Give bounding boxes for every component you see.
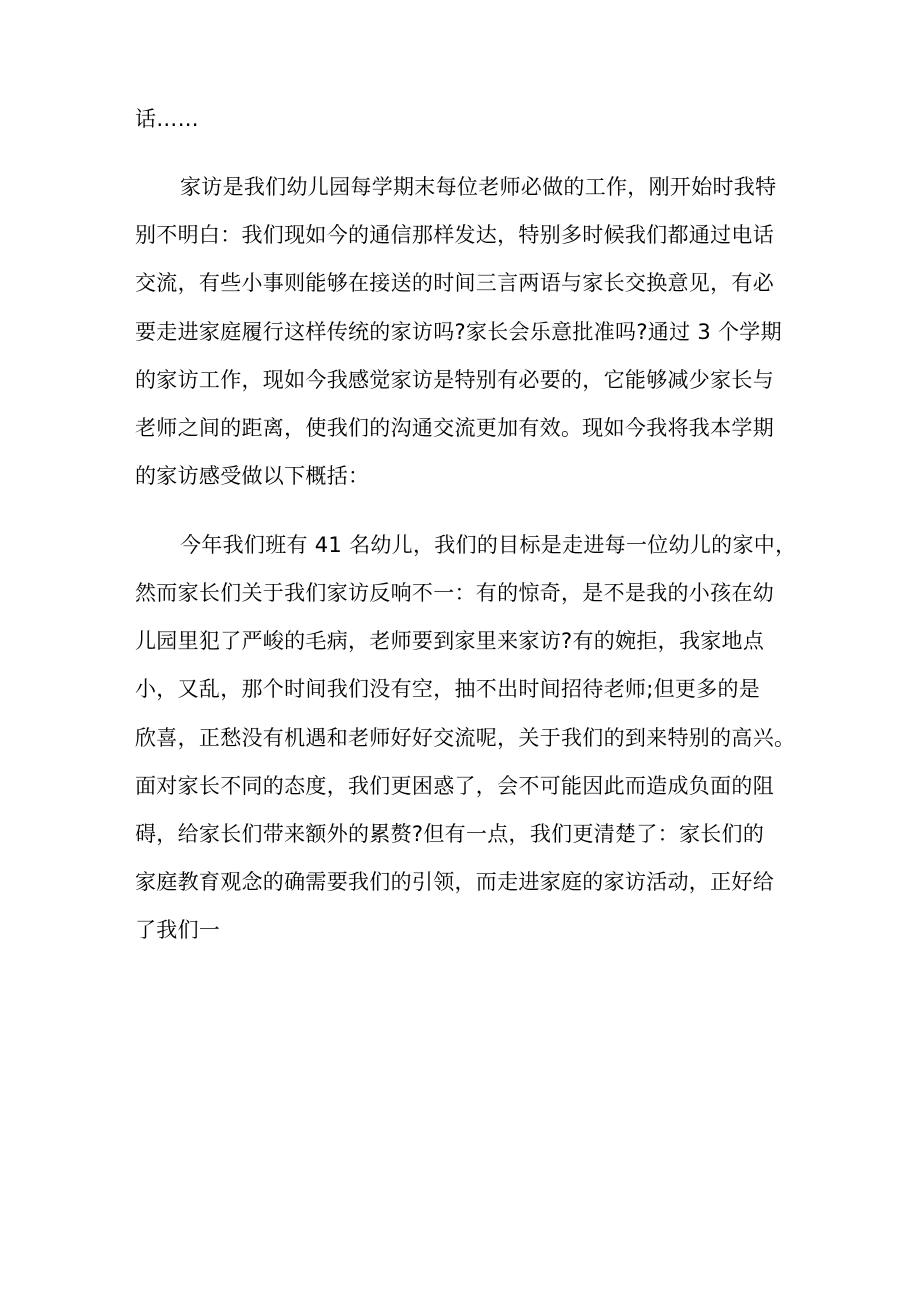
paragraph-2-line-9: 了我们一 <box>135 918 221 942</box>
paragraph-2-line-6: 面对家长不同的态度，我们更困惑了，会不可能因此而造成负面的阻 <box>135 774 774 798</box>
paragraph-2-line-7: 碍，给家长们带来额外的累赘?但有一点，我们更清楚了：家长们的 <box>135 822 765 846</box>
paragraph-1-line-5: 的家访工作，现如今我感觉家访是特别有必要的，它能够减少家长与 <box>135 368 774 392</box>
paragraph-1-line-1: 家访是我们幼儿园每学期末每位老师必做的工作，刚开始时我特 <box>180 175 777 199</box>
paragraph-2-line-5: 欣喜，正愁没有机遇和老师好好交流呢，关于我们的到来特别的高兴。 <box>135 726 796 750</box>
paragraph-1-line-2: 别不明白：我们现如今的通信那样发达，特别多时候我们都通过电话 <box>135 223 774 247</box>
paragraph-2-line-8: 家庭教育观念的确需要我们的引领，而走进家庭的家访活动，正好给 <box>135 870 774 894</box>
paragraph-2-line-2: 然而家长们关于我们家访反响不一：有的惊奇，是不是我的小孩在幼 <box>135 581 774 605</box>
paragraph-1-line-6: 老师之间的距离，使我们的沟通交流更加有效。现如今我将我本学期 <box>135 416 774 440</box>
paragraph-2-line-3: 儿园里犯了严峻的毛病，老师要到家里来家访?有的婉拒，我家地点 <box>135 629 765 653</box>
paragraph-2-line-1: 今年我们班有 41 名幼儿，我们的目标是走进每一位幼儿的家中， <box>180 533 797 557</box>
paragraph-2-line-4: 小，又乱，那个时间我们没有空，抽不出时间招待老师;但更多的是 <box>135 677 761 701</box>
paragraph-1-line-7: 的家访感受做以下概括： <box>135 464 370 488</box>
fragment-line: 话…… <box>135 107 199 131</box>
paragraph-1-line-4: 要走进家庭履行这样传统的家访吗?家长会乐意批准吗?通过 3 个学期 <box>135 320 782 344</box>
paragraph-1-line-3: 交流，有些小事则能够在接送的时间三言两语与家长交换意见，有必 <box>135 271 774 295</box>
